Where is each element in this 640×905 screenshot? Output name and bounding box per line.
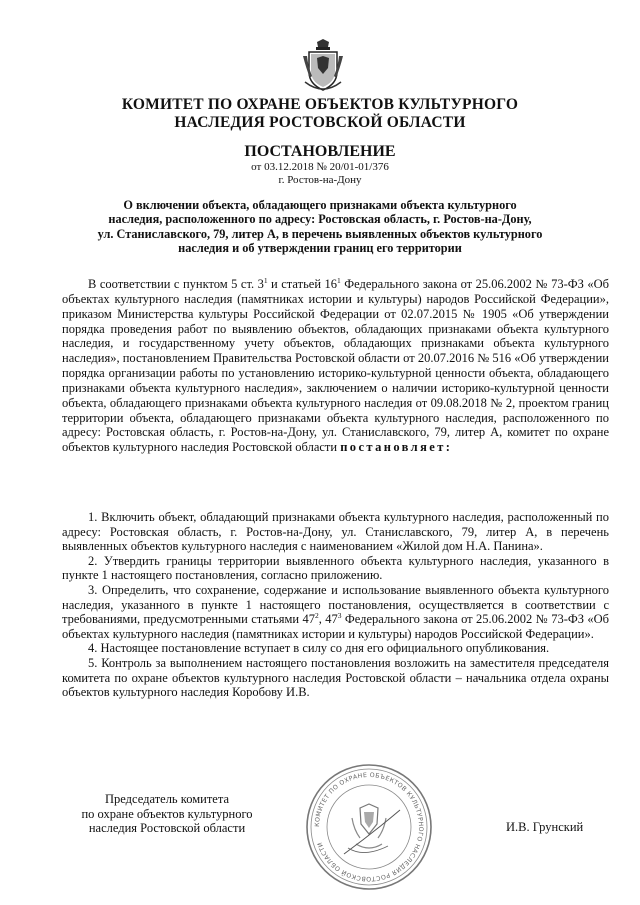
decree-item-5: 5. Контроль за выполнением настоящего постановления возложить на заместителя председателя комитета по охране объектов культурного наследия Ростовской области – начальника отдела охраны объектов культурного наследия Коробову И.В. <box>62 655 609 700</box>
superscript: 1 <box>263 276 268 285</box>
document-city: г. Ростов-на-Дону <box>278 174 362 186</box>
preamble-paragraph <box>62 277 609 455</box>
preamble-text: и статьей 16 <box>267 277 337 291</box>
decree-item-1: 1. Включить объект, обладающий признаками объекта культурного наследия, расположенный по адресу: Ростовская область, г. Ростов-на-Дону, ул. Станиславского, 79, литер А, в перечень выявленных объектов культурного наследия с наименованием «Жилой дом Н.А. Панина». <box>62 510 609 554</box>
preamble-text: Федерального закона от 25.06.2002 № 73-ФЗ «Об объектах культурного наследия (памятниках истории и культуры) народов Российской Федерации», приказом Министерства культуры Российской Федерации от 02.07.2015 № 1905 «Об утверждении порядка проведения работ по выявлению объектов, обладающих признаками объекта культурного наследия, и государственному учету объектов, обладающих признаками объекта культурного наследия», постановлением Правительства Ростовской области от 20.07.2016 № 516 «Об утверждении порядка организации работы по установлению историко-культурной ценности объекта, обладающего признаками объекта культурного наследия», заключением о наличии историко-культурной ценности объекта, обладающего признаками объекта культурного наследия от 09.08.2018 № 2, проектом границ территории объекта, обладающего признаками объекта культурного наследия, расположенного по адресу: Ростовская область, г. Ростов-на-Дону, ул. Станиславского, 79, литер А, комитет по охране объектов культурного наследия Ростовской области <box>62 277 610 455</box>
superscript: 2 <box>314 611 319 621</box>
decree-item-2: 2. Утвердить границы территории выявленного объекта культурного наследия, указанного в пункте 1 настоящего постановления, согласно приложению. <box>62 553 609 583</box>
decree-word: постановляет: <box>340 440 453 455</box>
superscript: 1 <box>336 276 341 285</box>
signer-position-line: наследия Ростовской области <box>88 821 246 836</box>
document-subject <box>62 198 578 256</box>
subject-line: ул. Станиславского, 79, литер А, в перечень выявленных объектов культурного <box>97 226 543 241</box>
subject-line: О включении объекта, обладающего признаками объекта культурного <box>123 198 517 212</box>
decree-item-3 <box>62 583 609 641</box>
signer-position-line: Председатель комитета <box>105 792 229 806</box>
signer-position <box>62 792 272 836</box>
rostov-oblast-coat-of-arms-icon <box>301 38 345 94</box>
decree-items <box>62 510 609 700</box>
document-date-number: от 03.12.2018 № 20/01-01/376 <box>251 161 389 173</box>
subject-line: наследия, расположенного по адресу: Ростовская область, г. Ростов-на-Дону, <box>108 212 532 227</box>
item-text: , 47 <box>318 612 338 627</box>
organization-title <box>60 96 580 132</box>
signer-name: И.В. Грунский <box>506 820 584 834</box>
document-type: ПОСТАНОВЛЕНИЕ <box>244 143 396 160</box>
decree-item-4: 4. Настоящее постановление вступает в силу со дня его официального опубликования. <box>88 641 550 656</box>
signer-position-line: по охране объектов культурного <box>81 806 253 821</box>
official-round-seal-icon <box>304 762 434 892</box>
subject-line: наследия и об утверждении границ его территории <box>178 241 462 256</box>
organization-line-1: КОМИТЕТ ПО ОХРАНЕ ОБЪЕКТОВ КУЛЬТУРНОГО <box>121 96 519 113</box>
preamble-text: В соответствии с пунктом 5 ст. 3 <box>88 277 264 291</box>
seal-text: КОМИТЕТ ПО ОХРАНЕ ОБЪЕКТОВ КУЛЬТУРНОГО НАСЛЕДИЯ РОСТОВСКОЙ ОБЛАСТИ <box>313 771 425 883</box>
item-text: Федерального закона от 25.06.2002 № 73-ФЗ «Об объектах культурного наследия (памятниках истории и культуры) народов Российской Федерации». <box>62 612 610 641</box>
organization-line-2: НАСЛЕДИЯ РОСТОВСКОЙ ОБЛАСТИ <box>174 114 466 131</box>
item-text: 3. Определить, что сохранение, содержание и использование выявленного объекта культурного наследия, указанного в пункте 1 настоящего постановления, осуществляется в соответствии с требованиями, предусмотренными статьями 47 <box>62 582 609 627</box>
superscript: 3 <box>337 611 342 621</box>
